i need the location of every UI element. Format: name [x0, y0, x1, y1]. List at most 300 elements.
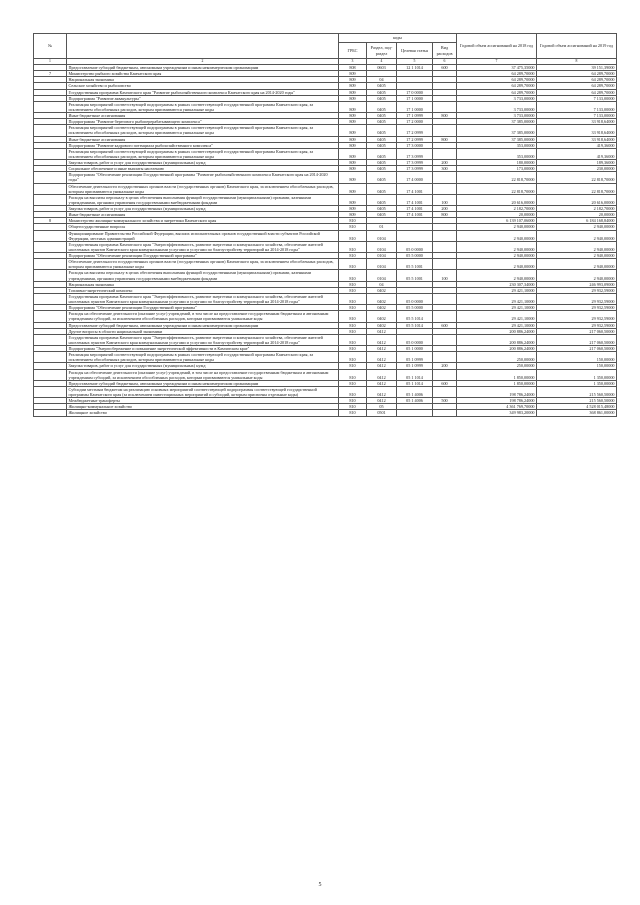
- row-name: Общегосударственные вопросы: [67, 224, 339, 230]
- row-grbs: 809: [339, 71, 367, 77]
- row-razdel: 01: [367, 224, 397, 230]
- row-sum-2019: 215 560,50000: [537, 386, 617, 397]
- row-vid: 800: [433, 212, 457, 218]
- row-target: 17 3 0999: [397, 160, 433, 166]
- row-sum-2019: 29 932,59000: [537, 287, 617, 293]
- row-sum-2019: 22 818,70000: [537, 172, 617, 183]
- row-name: Расходы на выплаты персоналу в целях обеспечения выполнения функций государственными (муниципальными) органами, казенными учреждениями, органами управления государственными внебюджетными фондами: [67, 194, 339, 205]
- row-target: 05 5 0000: [397, 305, 433, 311]
- row-number: [34, 101, 67, 112]
- row-razdel: 0104: [367, 241, 397, 252]
- row-target: 17 3 0999: [397, 166, 433, 172]
- row-sum-2018: 29 421,10000: [457, 287, 537, 293]
- row-sum-2018: 2 940,00000: [457, 259, 537, 270]
- row-name: Другие вопросы в области национальной экономики: [67, 328, 339, 334]
- row-name: Функционирование Правительства Российской Федерации, высших исполнительных органов государственной власти субъектов Российской Федерации, местных администраций: [67, 230, 339, 241]
- row-target: 17 1 0999: [397, 113, 433, 119]
- row-target: 17 1 0000: [397, 101, 433, 112]
- row-vid: [433, 410, 457, 416]
- row-vid: 100: [433, 194, 457, 205]
- row-grbs: 810: [339, 224, 367, 230]
- table-row: [34, 230, 617, 241]
- row-sum-2019: 419,36000: [537, 148, 617, 159]
- table-row: [34, 369, 617, 380]
- row-name: Подпрограмма "Обеспечение реализации Государственной программы "Развитие рыбохозяйственного комплекса Камчатского края на 2014-2020 годы": [67, 172, 339, 183]
- row-name: Социальное обеспечение и иные выплаты населению: [67, 166, 339, 172]
- row-sum-2019: 22 818,70000: [537, 183, 617, 194]
- row-grbs: 809: [339, 113, 367, 119]
- row-sum-2018: 22 818,70000: [457, 172, 537, 183]
- row-grbs: 809: [339, 148, 367, 159]
- header-vid: Вид расходов: [433, 43, 457, 59]
- row-sum-2019: 29 932,59000: [537, 293, 617, 304]
- row-sum-2018: 6 139 107,06000: [457, 218, 537, 224]
- row-razdel: 04: [367, 77, 397, 83]
- row-razdel: 0412: [367, 352, 397, 363]
- row-grbs: 809: [339, 89, 367, 95]
- row-sum-2018: 64 289,70000: [457, 77, 537, 83]
- row-razdel: 0603: [367, 65, 397, 71]
- table-row: [34, 386, 617, 397]
- row-sum-2018: 20 616,00000: [457, 194, 537, 205]
- row-vid: 500: [433, 398, 457, 404]
- row-razdel: 0501: [367, 410, 397, 416]
- row-grbs: 810: [339, 398, 367, 404]
- row-name: Национальная экономика: [67, 281, 339, 287]
- row-target: 17 4 1001: [397, 206, 433, 212]
- row-sum-2018: 250,00000: [457, 363, 537, 369]
- row-razdel: 0405: [367, 125, 397, 136]
- row-target: 17 2 0999: [397, 125, 433, 136]
- table-row: [34, 259, 617, 270]
- row-sum-2018: 2 182,70000: [457, 206, 537, 212]
- row-target: 17 0 0000: [397, 89, 433, 95]
- row-razdel: 0104: [367, 270, 397, 281]
- row-sum-2019: 7 133,00000: [537, 101, 617, 112]
- row-target: 05 5 1014: [397, 311, 433, 322]
- row-vid: 600: [433, 322, 457, 328]
- row-name: Иные бюджетные ассигнования: [67, 113, 339, 119]
- row-sum-2018: 2 940,00000: [457, 253, 537, 259]
- row-sum-2018: 4 361 769,70000: [457, 404, 537, 410]
- row-sum-2019: 33 918,64000: [537, 136, 617, 142]
- row-target: 17 1 0000: [397, 95, 433, 101]
- row-sum-2018: 180,00000: [457, 160, 537, 166]
- row-target: 17 4 0000: [397, 172, 433, 183]
- row-vid: [433, 183, 457, 194]
- row-grbs: 810: [339, 270, 367, 281]
- row-razdel: 0405: [367, 89, 397, 95]
- row-name: Министерство рыбного хозяйства Камчатского края: [67, 71, 339, 77]
- row-target: 05 5 0000: [397, 253, 433, 259]
- row-target: 17 3 0000: [397, 142, 433, 148]
- row-grbs: 809: [339, 160, 367, 166]
- row-vid: 200: [433, 160, 457, 166]
- row-grbs: 809: [339, 101, 367, 112]
- row-vid: [433, 311, 457, 322]
- table-row: [34, 410, 617, 416]
- row-razdel: 0405: [367, 119, 397, 125]
- row-sum-2018: 22 818,70000: [457, 183, 537, 194]
- row-sum-2018: 2 940,00000: [457, 270, 537, 281]
- row-sum-2019: 1 350,00000: [537, 380, 617, 386]
- row-sum-2018: 29 421,10000: [457, 322, 537, 328]
- row-razdel: 0405: [367, 113, 397, 119]
- row-sum-2018: 29 421,10000: [457, 293, 537, 304]
- row-target: 05 1 4006: [397, 386, 433, 397]
- row-name: Государственная программа Камчатского края "Энергоэффективность, развитие энергетики и коммунального хозяйства, обеспечение жителей населенных пунктов Камчатского края коммунальными услугами и услугами по благоустройству территорий на 2014-2018 годы": [67, 334, 339, 345]
- header-name: [67, 34, 339, 59]
- row-sum-2018: 200 886,24000: [457, 334, 537, 345]
- row-number: [34, 259, 67, 270]
- row-sum-2019: 189,36000: [537, 160, 617, 166]
- row-grbs: 809: [339, 95, 367, 101]
- row-sum-2019: 39 151,39000: [537, 65, 617, 71]
- row-grbs: 809: [339, 77, 367, 83]
- row-grbs: 810: [339, 363, 367, 369]
- row-grbs: 809: [339, 166, 367, 172]
- row-grbs: 810: [339, 305, 367, 311]
- row-vid: [433, 259, 457, 270]
- row-sum-2018: 3 733,00000: [457, 101, 537, 112]
- row-sum-2019: 29 932,59000: [537, 305, 617, 311]
- row-vid: [433, 293, 457, 304]
- row-razdel: 0405: [367, 83, 397, 89]
- row-vid: [433, 125, 457, 136]
- row-name: Расходы на выплаты персоналу в целях обеспечения выполнения функций государственными (муниципальными) органами, казенными учреждениями, органами управления государственными внебюджетными фондами: [67, 270, 339, 281]
- row-grbs: 810: [339, 346, 367, 352]
- row-grbs: 810: [339, 322, 367, 328]
- row-number: 8: [34, 218, 67, 224]
- row-sum-2018: 1 850,00000: [457, 380, 537, 386]
- row-grbs: 810: [339, 287, 367, 293]
- row-sum-2019: 217 060,50000: [537, 328, 617, 334]
- row-target: 05 5 1014: [397, 322, 433, 328]
- row-number: [34, 334, 67, 345]
- budget-table: [33, 33, 617, 417]
- row-number: [34, 183, 67, 194]
- row-name: Расходы на обеспечение деятельности (оказание услуг) учреждений, в том числе на предоставление государственным бюджетным и автономным учреждениям субсидий, за исключением обособленных расходов, которым присваиваются уникальные коды: [67, 311, 339, 322]
- row-vid: [433, 148, 457, 159]
- row-sum-2019: 6 184 168,84000: [537, 218, 617, 224]
- row-vid: 100: [433, 270, 457, 281]
- row-sum-2019: 29 932,59000: [537, 322, 617, 328]
- header-codes: коды: [339, 34, 457, 43]
- row-vid: 200: [433, 363, 457, 369]
- column-index: 2: [67, 59, 339, 65]
- row-number: [34, 386, 67, 397]
- row-name: Иные бюджетные ассигнования: [67, 136, 339, 142]
- row-target: 05 0 0000: [397, 293, 433, 304]
- row-sum-2018: 29 421,10000: [457, 311, 537, 322]
- row-razdel: 0405: [367, 95, 397, 101]
- row-sum-2019: 368 861,00000: [537, 410, 617, 416]
- row-vid: 800: [433, 113, 457, 119]
- row-target: [397, 410, 433, 416]
- row-sum-2018: 353,00000: [457, 148, 537, 159]
- row-grbs: 809: [339, 125, 367, 136]
- row-vid: 200: [433, 206, 457, 212]
- row-vid: [433, 369, 457, 380]
- table-row: [34, 270, 617, 281]
- row-grbs: 810: [339, 253, 367, 259]
- table-row: [34, 125, 617, 136]
- row-grbs: 810: [339, 311, 367, 322]
- row-razdel: 0412: [367, 334, 397, 345]
- row-sum-2019: 2 940,00000: [537, 253, 617, 259]
- header-sum-2019: Годовой объем ассигнований на 2019 год: [537, 34, 617, 59]
- row-number: [34, 194, 67, 205]
- row-target: 05 1 1014: [397, 380, 433, 386]
- row-razdel: 0405: [367, 166, 397, 172]
- column-index: 8: [537, 59, 617, 65]
- row-sum-2019: 7 133,00000: [537, 113, 617, 119]
- row-sum-2019: 1 350,00000: [537, 369, 617, 380]
- row-razdel: 0402: [367, 305, 397, 311]
- table-row: [34, 241, 617, 252]
- row-sum-2019: 2 182,70000: [537, 206, 617, 212]
- row-sum-2019: 217 060,50000: [537, 334, 617, 345]
- row-name: Подпрограмма "Обеспечение реализации Государственной программы": [67, 253, 339, 259]
- row-grbs: 809: [339, 194, 367, 205]
- row-vid: [433, 230, 457, 241]
- row-vid: [433, 334, 457, 345]
- header-grbs: ГРБС: [339, 43, 367, 59]
- row-number: [34, 148, 67, 159]
- table-row: [34, 334, 617, 345]
- row-name: Государственная программа Камчатского края "Развитие рыбохозяйственного комплекса Камчатского края на 2014-2020 годы": [67, 89, 339, 95]
- row-sum-2019: 2 940,00000: [537, 230, 617, 241]
- row-vid: [433, 172, 457, 183]
- row-name: Реализация мероприятий соответствующей подпрограммы в рамках соответствующей государственной программы Камчатского края, за исключением обособленных расходов, которым присваиваются уникальные коды: [67, 125, 339, 136]
- row-razdel: 0104: [367, 259, 397, 270]
- row-vid: [433, 386, 457, 397]
- row-grbs: 808: [339, 65, 367, 71]
- row-razdel: 0412: [367, 346, 397, 352]
- row-grbs: 809: [339, 142, 367, 148]
- row-sum-2019: 64 289,70000: [537, 77, 617, 83]
- row-grbs: 810: [339, 380, 367, 386]
- row-target: 17 4 1001: [397, 183, 433, 194]
- row-sum-2018: 230 307,34000: [457, 281, 537, 287]
- row-name: Обеспечение деятельности государственных органов власти (государственных органов) Камчатского края, за исключением обособленных расходов, которым присваиваются уникальные коды: [67, 259, 339, 270]
- table-row: [34, 311, 617, 322]
- header-razdel: Раздел, под-раздел: [367, 43, 397, 59]
- row-sum-2019: 2 940,00000: [537, 224, 617, 230]
- row-sum-2018: 64 289,70000: [457, 71, 537, 77]
- row-name: Подпрограмма "Развитие кадрового потенциала рыбохозяйственного комплекса": [67, 142, 339, 148]
- row-razdel: 0412: [367, 369, 397, 380]
- row-sum-2018: 2 940,00000: [457, 230, 537, 241]
- row-razdel: 0405: [367, 194, 397, 205]
- row-target: 17 2 0000: [397, 119, 433, 125]
- row-number: [34, 293, 67, 304]
- row-number: [34, 369, 67, 380]
- row-sum-2018: 198 786,24000: [457, 398, 537, 404]
- row-sum-2018: 200 886,24000: [457, 328, 537, 334]
- row-target: 05 1 0999: [397, 352, 433, 363]
- row-razdel: 0402: [367, 293, 397, 304]
- row-sum-2018: 37 385,00000: [457, 125, 537, 136]
- row-sum-2018: 37 385,00000: [457, 136, 537, 142]
- row-sum-2018: 173,00000: [457, 166, 537, 172]
- row-razdel: 0405: [367, 212, 397, 218]
- row-name: Закупка товаров, работ и услуг для государственных (муниципальных) нужд: [67, 206, 339, 212]
- row-razdel: 0412: [367, 398, 397, 404]
- row-name: Национальная экономика: [67, 77, 339, 83]
- row-target: 17 2 0999: [397, 136, 433, 142]
- row-name: Предоставление субсидий бюджетным, автономным учреждениям и иным некоммерческим организациям: [67, 65, 339, 71]
- row-name: Субсидии местным бюджетам на реализацию основных мероприятий соответствующей подпрограммы соответствующей государственной программы Камчатского края (за исключением инвестиционных мероприятий и субсидий, которым присвоены отдельные коды): [67, 386, 339, 397]
- row-sum-2019: 4 528 015,48000: [537, 404, 617, 410]
- row-sum-2019: 2 940,00000: [537, 241, 617, 252]
- row-sum-2018: 29 421,10000: [457, 305, 537, 311]
- row-target: 05 1 1014: [397, 369, 433, 380]
- row-number: 7: [34, 71, 67, 77]
- row-vid: 300: [433, 166, 457, 172]
- row-vid: [433, 352, 457, 363]
- row-sum-2018: 349 983,20000: [457, 410, 537, 416]
- row-grbs: 810: [339, 293, 367, 304]
- row-sum-2018: 20,00000: [457, 212, 537, 218]
- row-sum-2018: 2 940,00000: [457, 224, 537, 230]
- row-sum-2019: 230,00000: [537, 166, 617, 172]
- row-name: Закупка товаров, работ и услуг для государственных (муниципальных) нужд: [67, 363, 339, 369]
- row-razdel: 0412: [367, 380, 397, 386]
- row-grbs: 810: [339, 404, 367, 410]
- table-row: [34, 352, 617, 363]
- row-name: Реализация мероприятий соответствующей подпрограммы в рамках соответствующей государственной программы Камчатского края, за исключением обособленных расходов, которым присваиваются уникальные коды: [67, 148, 339, 159]
- row-name: Жилищное хозяйство: [67, 410, 339, 416]
- row-sum-2018: 3 733,00000: [457, 95, 537, 101]
- row-name: Жилищно-коммунальное хозяйство: [67, 404, 339, 410]
- column-index: 3: [339, 59, 367, 65]
- row-sum-2019: 64 289,70000: [537, 71, 617, 77]
- row-name: Расходы на обеспечение деятельности (оказание услуг) учреждений, в том числе на предоставление государственным бюджетным и автономным учреждениям субсидий, за исключением обособленных расходов, которым присваиваются уникальные коды: [67, 369, 339, 380]
- row-sum-2019: 33 918,64000: [537, 125, 617, 136]
- row-sum-2019: 217 060,50000: [537, 346, 617, 352]
- row-razdel: 0405: [367, 101, 397, 112]
- table-row: [34, 148, 617, 159]
- row-sum-2019: 246 993,09000: [537, 281, 617, 287]
- row-razdel: 0402: [367, 322, 397, 328]
- row-sum-2018: 3 733,00000: [457, 113, 537, 119]
- row-vid: [433, 101, 457, 112]
- row-number: [34, 172, 67, 183]
- row-sum-2018: 198 786,24000: [457, 386, 537, 397]
- row-grbs: 810: [339, 352, 367, 363]
- row-name: Закупка товаров, работ и услуг для государственных (муниципальных) нужд: [67, 160, 339, 166]
- row-grbs: 810: [339, 281, 367, 287]
- row-grbs: 809: [339, 183, 367, 194]
- row-razdel: 0104: [367, 253, 397, 259]
- row-grbs: 810: [339, 328, 367, 334]
- row-name: Государственная программа Камчатского края "Энергоэффективность, развитие энергетики и коммунального хозяйства, обеспечение жителей населенных пунктов Камчатского края коммунальными услугами и услугами по благоустройству территорий на 2014-2018 годы": [67, 293, 339, 304]
- row-grbs: 810: [339, 259, 367, 270]
- row-razdel: 0405: [367, 172, 397, 183]
- row-number: [34, 352, 67, 363]
- row-grbs: 810: [339, 218, 367, 224]
- row-grbs: 809: [339, 136, 367, 142]
- row-sum-2019: 2 940,00000: [537, 259, 617, 270]
- row-sum-2019: 215 560,50000: [537, 398, 617, 404]
- row-target: 17 4 1001: [397, 194, 433, 205]
- row-name: Реализация мероприятий соответствующей подпрограммы в рамках соответствующей государственной программы Камчатского края, за исключением обособленных расходов, которым присваиваются уникальные коды: [67, 352, 339, 363]
- row-sum-2018: 37 385,00000: [457, 119, 537, 125]
- row-sum-2018: 250,00000: [457, 352, 537, 363]
- row-target: 17 3 0999: [397, 148, 433, 159]
- row-name: Подпрограмма "Обеспечение реализации Государственной программы": [67, 305, 339, 311]
- row-razdel: 0405: [367, 183, 397, 194]
- row-target: 05 0 0000: [397, 334, 433, 345]
- row-sum-2019: 150,00000: [537, 363, 617, 369]
- row-name: Сельское хозяйство и рыболовство: [67, 83, 339, 89]
- row-target: 17 4 1001: [397, 212, 433, 218]
- row-target: 05 1 4006: [397, 398, 433, 404]
- row-name: Подпрограмма "Энергосбережение и повышение энергетической эффективности в Камчатском крае": [67, 346, 339, 352]
- row-name: Подпрограмма "Развитие берегового рыбоперерабатывающего комплекса": [67, 119, 339, 125]
- row-grbs: 809: [339, 172, 367, 183]
- row-name: Подпрограмма "Развитие аквакультуры": [67, 95, 339, 101]
- row-vid: [433, 241, 457, 252]
- row-name: Иные бюджетные ассигнования: [67, 212, 339, 218]
- table-row: [34, 183, 617, 194]
- row-sum-2019: 20 616,00000: [537, 194, 617, 205]
- row-target: 05 0 0000: [397, 241, 433, 252]
- row-sum-2019: 29 932,59000: [537, 311, 617, 322]
- row-name: Государственная программа Камчатского края "Энергоэффективность, развитие энергетики и коммунального хозяйства, обеспечение жителей населенных пунктов Камчатского края коммунальными услугами и услугами по благоустройству территорий на 2014-2018 годы": [67, 241, 339, 252]
- row-target: 12 1 1014: [397, 65, 433, 71]
- column-index: 6: [433, 59, 457, 65]
- row-grbs: 810: [339, 386, 367, 397]
- row-sum-2018: 1 850,00000: [457, 369, 537, 380]
- row-name: Предоставление субсидий бюджетным, автономным учреждениям и иным некоммерческим организациям: [67, 322, 339, 328]
- row-razdel: 0405: [367, 136, 397, 142]
- table-row: [34, 172, 617, 183]
- row-name: Топливно-энергетический комплекс: [67, 287, 339, 293]
- row-sum-2019: 33 918,64000: [537, 119, 617, 125]
- row-razdel: 0412: [367, 328, 397, 334]
- table-row: [34, 293, 617, 304]
- row-number: [34, 230, 67, 241]
- row-vid: 800: [433, 136, 457, 142]
- row-number: [34, 410, 67, 416]
- row-grbs: 810: [339, 334, 367, 345]
- row-grbs: 810: [339, 241, 367, 252]
- row-razdel: 0402: [367, 311, 397, 322]
- row-razdel: 0405: [367, 206, 397, 212]
- row-number: [34, 241, 67, 252]
- row-grbs: 809: [339, 119, 367, 125]
- row-target: 05 5 1001: [397, 270, 433, 281]
- row-razdel: 05: [367, 404, 397, 410]
- row-sum-2018: 64 289,70000: [457, 83, 537, 89]
- row-grbs: 810: [339, 230, 367, 241]
- row-target: 05 5 1001: [397, 259, 433, 270]
- row-razdel: 0405: [367, 160, 397, 166]
- row-number: [34, 311, 67, 322]
- row-target: [397, 230, 433, 241]
- row-razdel: 0412: [367, 386, 397, 397]
- row-name: Реализация мероприятий соответствующей подпрограммы в рамках соответствующей государственной программы Камчатского края, за исключением обособленных расходов, которым присваиваются уникальные коды: [67, 101, 339, 112]
- row-name: Министерство жилищно-коммунального хозяйства и энергетики Камчатского края: [67, 218, 339, 224]
- page-number: 5: [318, 882, 322, 888]
- row-name: Межбюджетные трансферты: [67, 398, 339, 404]
- row-razdel: 0405: [367, 142, 397, 148]
- column-index: 5: [397, 59, 433, 65]
- row-grbs: 810: [339, 369, 367, 380]
- row-name: Предоставление субсидий бюджетным, автономным учреждениям и иным некоммерческим организациям: [67, 380, 339, 386]
